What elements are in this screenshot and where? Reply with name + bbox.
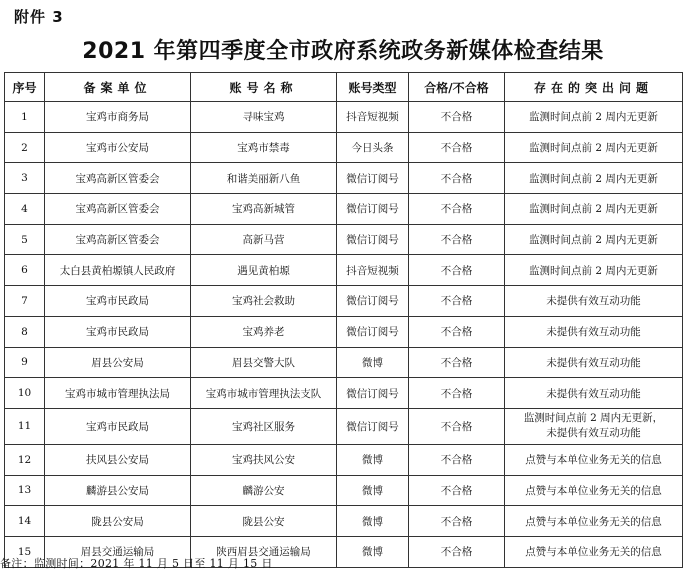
header-issues: 存在的突出问题 bbox=[505, 73, 683, 102]
table-row bbox=[5, 506, 683, 537]
header-account-type: 账号类型 bbox=[337, 73, 409, 102]
cell-unit: 扶风县公安局 bbox=[45, 444, 191, 475]
cell-type: 微信订阅号 bbox=[337, 224, 409, 255]
cell-unit: 眉县交通运输局 bbox=[45, 536, 191, 567]
cell-result: 不合格 bbox=[409, 378, 505, 409]
cell-type: 微信订阅号 bbox=[337, 316, 409, 347]
cell-unit: 宝鸡市公安局 bbox=[45, 132, 191, 163]
table-row bbox=[5, 347, 683, 378]
cell-issue: 点赞与本单位业务无关的信息 bbox=[505, 536, 683, 567]
cell-unit: 宝鸡市城市管理执法局 bbox=[45, 378, 191, 409]
cell-issue: 监测时间点前 2 周内无更新 bbox=[505, 255, 683, 286]
cell-result: 不合格 bbox=[409, 163, 505, 194]
cell-account: 宝鸡市禁毒 bbox=[191, 132, 337, 163]
cell-type: 微信订阅号 bbox=[337, 408, 409, 444]
cell-account: 陇县公安 bbox=[191, 506, 337, 537]
cell-result: 不合格 bbox=[409, 408, 505, 444]
table-row bbox=[5, 132, 683, 163]
cell-account: 寻味宝鸡 bbox=[191, 102, 337, 133]
cell-issue: 监测时间点前 2 周内无更新 bbox=[505, 194, 683, 225]
header-pass-fail: 合格/不合格 bbox=[409, 73, 505, 102]
cell-result: 不合格 bbox=[409, 102, 505, 133]
cell-result: 不合格 bbox=[409, 316, 505, 347]
page-title: 2021 年第四季度全市政府系统政务新媒体检查结果 bbox=[82, 39, 604, 64]
cell-account: 宝鸡扶风公安 bbox=[191, 444, 337, 475]
cell-no: 11 bbox=[5, 408, 45, 444]
table-row bbox=[5, 102, 683, 133]
cell-result: 不合格 bbox=[409, 224, 505, 255]
cell-account: 宝鸡社区服务 bbox=[191, 408, 337, 444]
cell-no: 10 bbox=[5, 378, 45, 409]
cell-no: 13 bbox=[5, 475, 45, 506]
cell-unit: 宝鸡市商务局 bbox=[45, 102, 191, 133]
cell-account: 高新马营 bbox=[191, 224, 337, 255]
table-header-row bbox=[5, 73, 683, 102]
cell-type: 微信订阅号 bbox=[337, 163, 409, 194]
cell-unit: 陇县公安局 bbox=[45, 506, 191, 537]
cell-unit: 麟游县公安局 bbox=[45, 475, 191, 506]
table-row bbox=[5, 475, 683, 506]
cell-issue: 未提供有效互动功能 bbox=[505, 378, 683, 409]
cell-result: 不合格 bbox=[409, 347, 505, 378]
cell-no: 2 bbox=[5, 132, 45, 163]
cell-type: 抖音短视频 bbox=[337, 255, 409, 286]
cell-issue: 监测时间点前 2 周内无更新 bbox=[505, 132, 683, 163]
cell-type: 微信订阅号 bbox=[337, 378, 409, 409]
table-row bbox=[5, 444, 683, 475]
cell-issue: 点赞与本单位业务无关的信息 bbox=[505, 444, 683, 475]
cell-issue-line: 未提供有效互动功能 bbox=[546, 427, 641, 440]
cell-no: 12 bbox=[5, 444, 45, 475]
cell-type: 今日头条 bbox=[337, 132, 409, 163]
cell-type: 微信订阅号 bbox=[337, 194, 409, 225]
cell-result: 不合格 bbox=[409, 444, 505, 475]
cell-result: 不合格 bbox=[409, 194, 505, 225]
table-row bbox=[5, 224, 683, 255]
cell-account: 麟游公安 bbox=[191, 475, 337, 506]
cell-account: 宝鸡高新城管 bbox=[191, 194, 337, 225]
cell-issue: 未提供有效互动功能 bbox=[505, 347, 683, 378]
cell-no: 15 bbox=[5, 536, 45, 567]
cell-issue: 监测时间点前 2 周内无更新 bbox=[505, 163, 683, 194]
cell-result: 不合格 bbox=[409, 506, 505, 537]
table-row bbox=[5, 286, 683, 317]
cell-result: 不合格 bbox=[409, 536, 505, 567]
cell-issue: 点赞与本单位业务无关的信息 bbox=[505, 475, 683, 506]
cell-no: 1 bbox=[5, 102, 45, 133]
cell-no: 7 bbox=[5, 286, 45, 317]
footnote-monitoring-period: 备注：监测时间：2021 年 11 月 5 日至 11 月 15 日 bbox=[0, 557, 273, 570]
cell-unit: 太白县黄柏塬镇人民政府 bbox=[45, 255, 191, 286]
cell-type: 微博 bbox=[337, 347, 409, 378]
cell-result: 不合格 bbox=[409, 255, 505, 286]
header-account-name: 账号名称 bbox=[191, 73, 337, 102]
cell-unit: 宝鸡高新区管委会 bbox=[45, 163, 191, 194]
cell-no: 8 bbox=[5, 316, 45, 347]
header-serial-no: 序号 bbox=[5, 73, 45, 102]
table-row bbox=[5, 408, 683, 444]
cell-no: 3 bbox=[5, 163, 45, 194]
cell-no: 4 bbox=[5, 194, 45, 225]
table-row bbox=[5, 163, 683, 194]
cell-type: 微博 bbox=[337, 536, 409, 567]
table-row bbox=[5, 255, 683, 286]
cell-account: 陕西眉县交通运输局 bbox=[191, 536, 337, 567]
cell-issue: 未提供有效互动功能 bbox=[505, 286, 683, 317]
cell-unit: 宝鸡市民政局 bbox=[45, 408, 191, 444]
cell-account: 宝鸡市城市管理执法支队 bbox=[191, 378, 337, 409]
inspection-results-table bbox=[4, 72, 683, 568]
cell-account: 眉县交警大队 bbox=[191, 347, 337, 378]
cell-result: 不合格 bbox=[409, 286, 505, 317]
table-row bbox=[5, 316, 683, 347]
cell-issue-line: 监测时间点前 2 周内无更新， bbox=[523, 412, 664, 425]
cell-account: 和谐美丽新八鱼 bbox=[191, 163, 337, 194]
cell-no: 14 bbox=[5, 506, 45, 537]
cell-type: 微博 bbox=[337, 444, 409, 475]
cell-type: 微博 bbox=[337, 475, 409, 506]
cell-unit: 眉县公安局 bbox=[45, 347, 191, 378]
cell-type: 抖音短视频 bbox=[337, 102, 409, 133]
cell-no: 5 bbox=[5, 224, 45, 255]
cell-account: 宝鸡养老 bbox=[191, 316, 337, 347]
cell-issue: 监测时间点前 2 周内无更新 bbox=[505, 102, 683, 133]
cell-type: 微信订阅号 bbox=[337, 286, 409, 317]
cell-issue bbox=[505, 408, 683, 444]
cell-result: 不合格 bbox=[409, 132, 505, 163]
cell-no: 6 bbox=[5, 255, 45, 286]
header-filing-unit: 备案单位 bbox=[45, 73, 191, 102]
attachment-label: 附件 3 bbox=[14, 8, 64, 26]
cell-type: 微博 bbox=[337, 506, 409, 537]
cell-account: 遇见黄柏塬 bbox=[191, 255, 337, 286]
cell-account: 宝鸡社会救助 bbox=[191, 286, 337, 317]
cell-issue: 监测时间点前 2 周内无更新 bbox=[505, 224, 683, 255]
cell-unit: 宝鸡市民政局 bbox=[45, 316, 191, 347]
cell-issue: 点赞与本单位业务无关的信息 bbox=[505, 506, 683, 537]
cell-unit: 宝鸡高新区管委会 bbox=[45, 224, 191, 255]
cell-issue: 未提供有效互动功能 bbox=[505, 316, 683, 347]
table-row bbox=[5, 194, 683, 225]
cell-unit: 宝鸡市民政局 bbox=[45, 286, 191, 317]
cell-unit: 宝鸡高新区管委会 bbox=[45, 194, 191, 225]
cell-no: 9 bbox=[5, 347, 45, 378]
table-row bbox=[5, 378, 683, 409]
cell-result: 不合格 bbox=[409, 475, 505, 506]
